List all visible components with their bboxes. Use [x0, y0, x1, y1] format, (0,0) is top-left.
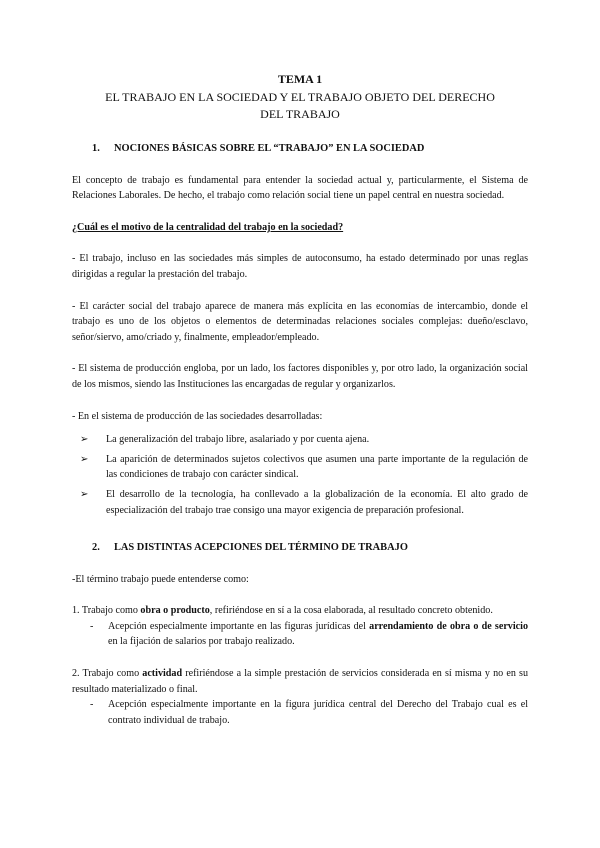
document-subtitle: EL TRABAJO EN LA SOCIEDAD Y EL TRABAJO OBJETO DEL DERECHO DEL TRABAJO [105, 90, 495, 121]
arrow-bullet-icon: ➢ [80, 434, 89, 446]
arrow-bullet-icon: ➢ [80, 453, 89, 465]
acepcion-actividad-term: actividad [142, 668, 183, 680]
list-item [90, 619, 528, 650]
acepcion-obra [72, 603, 528, 619]
section-1-title: NOCIONES BÁSICAS SOBRE EL “TRABAJO” EN LA SOCIEDAD [114, 143, 425, 154]
list-item [90, 697, 528, 728]
acepcion-obra-term: obra o producto [140, 605, 210, 617]
paragraph-autoconsumo: - El trabajo, incluso en las sociedades más simples de autoconsumo, ha estado determinado por unas reglas dirigidas a regular la prestación del trabajo. [72, 253, 528, 280]
section-2-number: 2. [92, 542, 100, 554]
list-item-text: La aparición de determinados sujetos colectivos que asumen una parte importante de la regulación de las condiciones de trabajo con carácter sindical. [106, 453, 528, 481]
paragraph-intercambio: - El carácter social del trabajo aparece de manera más explícita en las economías de intercambio, donde el trabajo es uno de los objetos o elementos de determinadas relaciones sociales complejas: dueño/esclavo, señor/siervo, amo/criado y, finalmente, empleador/empleado. [72, 300, 528, 343]
paragraph-sistema-produccion: - El sistema de producción engloba, por un lado, los factores disponibles y, por otro lado, la organización social de los mismos, siendo las Instituciones las encargadas de regular y organizarlos. [72, 363, 528, 390]
acepcion-obra-sub-term: arrendamiento de obra o de servicio [369, 620, 528, 632]
acepcion-obra-pre: 1. Trabajo como [72, 605, 141, 617]
paragraph-sociedades-desarrolladas: - En el sistema de producción de las sociedades desarrolladas: [72, 410, 323, 422]
list-item [80, 432, 528, 448]
acepcion-obra-sub-post: en la fijación de salarios por trabajo realizado. [108, 636, 295, 648]
list-item-text: La generalización del trabajo libre, asalariado y por cuenta ajena. [106, 434, 370, 446]
arrow-bullet-icon: ➢ [80, 488, 89, 500]
list-item [80, 452, 528, 483]
acepcion-actividad-sublist [90, 697, 528, 728]
developed-societies-list [80, 432, 528, 518]
document-title: TEMA 1 [277, 72, 323, 86]
list-item [80, 487, 528, 518]
centrality-question: ¿Cuál es el motivo de la centralidad del trabajo en la sociedad? [72, 221, 344, 233]
dash-bullet-icon: - [90, 699, 94, 711]
acepcion-obra-sublist [90, 619, 528, 650]
dash-bullet-icon: - [90, 620, 94, 632]
acepcion-actividad-pre: 2. Trabajo como [72, 668, 143, 680]
section-2-intro: -El término trabajo puede entenderse como: [72, 573, 249, 585]
acepcion-obra-post: , refiriéndose en sí a la cosa elaborada, al resultado concreto obtenido. [209, 605, 493, 617]
section-1-number: 1. [92, 143, 100, 154]
acepcion-actividad [72, 666, 528, 697]
acepcion-actividad-post: refiriéndose a la simple prestación de servicios considerada en sí misma y no en su resultado materializado o final. [72, 668, 528, 695]
acepcion-obra-sub-pre: Acepción especialmente importante en las figuras jurídicas del [108, 620, 370, 632]
section-1-heading [92, 141, 528, 157]
section-2-title: LAS DISTINTAS ACEPCIONES DEL TÉRMINO DE TRABAJO [114, 542, 408, 554]
section-2-heading [92, 540, 528, 556]
list-item-text: El desarrollo de la tecnología, ha conllevado a la globalización de la economía. El alto grado de especialización del trabajo trae consigo una mayor exigencia de preparación profesional. [106, 488, 528, 516]
section-1-intro: El concepto de trabajo es fundamental para entender la sociedad actual y, particularmente, el Sistema de Relaciones Laborales. De hecho, el trabajo como relación social tiene un papel central en nuestra sociedad. [72, 174, 528, 202]
acepcion-actividad-sub: Acepción especialmente importante en la figura jurídica central del Derecho del Trabajo cual es el contrato individual de trabajo. [108, 699, 528, 726]
